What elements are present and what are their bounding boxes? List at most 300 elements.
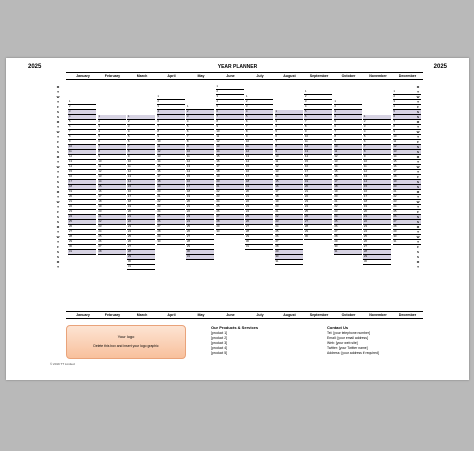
day-number: 1 <box>69 100 71 103</box>
day-number: 11 <box>98 165 102 168</box>
weekday-letter: M <box>56 225 60 229</box>
day-number: 24 <box>98 230 102 233</box>
products-heading: Our Products & Services <box>211 325 259 330</box>
day-number: 7 <box>393 120 395 123</box>
month-name: November <box>369 313 387 317</box>
day-number: 18 <box>216 170 220 173</box>
contact-item: Email: [your email address] <box>327 336 368 340</box>
day-number: 15 <box>334 170 338 173</box>
day-number: 5 <box>246 115 248 118</box>
day-number: 5 <box>157 115 159 118</box>
day-number: 1 <box>98 115 100 118</box>
month-name: April <box>167 74 176 78</box>
product-item: [product 4] <box>211 346 228 350</box>
day-number: 5 <box>98 135 100 138</box>
weekday-letter: W <box>56 95 60 99</box>
day-number: 7 <box>305 120 307 123</box>
day-number: 12 <box>246 150 249 153</box>
day-number: 12 <box>69 155 72 158</box>
day-number: 21 <box>128 215 131 218</box>
day-number: 6 <box>128 140 130 143</box>
day-number: 1 <box>246 95 248 98</box>
day-number: 26 <box>69 225 72 228</box>
day-number: 19 <box>334 190 338 193</box>
day-number: 10 <box>69 145 72 148</box>
weekday-letter: T <box>57 170 59 174</box>
day-number: 18 <box>393 175 397 178</box>
weekday-letter: S <box>416 115 419 119</box>
day-number: 12 <box>128 170 131 173</box>
day-number: 10 <box>216 130 220 133</box>
weekday-letter: T <box>57 160 59 164</box>
day-number: 8 <box>275 145 277 148</box>
day-number: 17 <box>157 175 161 178</box>
weekday-letter: T <box>417 240 419 244</box>
day-number: 25 <box>364 235 367 238</box>
day-number: 11 <box>275 160 279 163</box>
day-number: 3 <box>187 115 189 118</box>
logo-text: Your logo <box>117 334 135 339</box>
day-number: 7 <box>275 140 277 143</box>
day-number: 21 <box>275 210 279 213</box>
month-name: August <box>283 313 296 317</box>
day-number: 6 <box>275 135 277 138</box>
day-number: 6 <box>334 125 336 128</box>
day-number: 22 <box>187 210 190 213</box>
day-number: 7 <box>157 125 159 128</box>
day-number: 15 <box>157 165 161 168</box>
day-number: 16 <box>157 170 161 173</box>
day-number: 20 <box>364 210 367 213</box>
weekday-letter: M <box>416 190 420 194</box>
weekday-letter: T <box>57 205 59 209</box>
day-number: 2 <box>98 120 100 123</box>
day-number: 26 <box>393 215 397 218</box>
day-number: 26 <box>128 240 131 243</box>
day-number: 14 <box>128 180 131 183</box>
day-number: 15 <box>364 185 367 188</box>
day-number: 23 <box>216 195 220 198</box>
weekday-letter: M <box>56 155 60 159</box>
day-number: 9 <box>98 155 100 158</box>
day-number: 9 <box>393 130 395 133</box>
month-name: August <box>283 74 296 78</box>
day-number: 10 <box>187 150 190 153</box>
day-number: 23 <box>69 210 72 213</box>
day-number: 19 <box>246 185 249 188</box>
day-cell[interactable] <box>363 260 391 265</box>
day-number: 2 <box>364 120 366 123</box>
weekday-letter: S <box>416 180 419 184</box>
day-number: 27 <box>157 225 161 228</box>
month-name: February <box>104 313 121 317</box>
day-cell[interactable] <box>127 265 155 270</box>
day-number: 24 <box>128 230 131 233</box>
weekday-letter: S <box>416 150 419 154</box>
month-name: September <box>309 313 329 317</box>
day-number: 26 <box>98 240 102 243</box>
day-cell[interactable] <box>186 255 214 260</box>
weekday-letter: W <box>56 130 60 134</box>
day-cell[interactable] <box>334 250 362 255</box>
day-number: 4 <box>157 110 159 113</box>
weekday-letter: T <box>417 195 419 199</box>
day-number: 22 <box>128 220 131 223</box>
day-number: 14 <box>98 180 102 183</box>
day-number: 7 <box>98 145 100 148</box>
weekday-letter: T <box>417 205 419 209</box>
day-number: 18 <box>69 185 72 188</box>
day-number: 14 <box>187 170 190 173</box>
month-name: September <box>309 74 329 78</box>
weekday-letter: F <box>57 245 59 249</box>
day-number: 5 <box>275 130 277 133</box>
day-number: 18 <box>275 195 279 198</box>
day-number: 17 <box>275 190 279 193</box>
month-name: July <box>256 313 264 317</box>
day-number: 21 <box>393 190 397 193</box>
day-number: 8 <box>157 130 159 133</box>
day-number: 11 <box>246 145 249 148</box>
day-number: 9 <box>275 150 277 153</box>
contact-item: Tel: [your telephone number] <box>327 331 370 335</box>
day-number: 7 <box>334 130 336 133</box>
copyright: © 2019 TT Limited <box>50 362 75 366</box>
weekday-letter: S <box>56 215 59 219</box>
day-number: 18 <box>305 175 308 178</box>
day-number: 13 <box>305 150 308 153</box>
day-number: 8 <box>246 130 248 133</box>
day-number: 18 <box>98 200 102 203</box>
day-number: 2 <box>246 100 248 103</box>
weekday-letter: W <box>416 165 420 169</box>
weekday-letter: F <box>57 210 59 214</box>
day-number: 3 <box>334 110 336 113</box>
day-number: 28 <box>187 240 190 243</box>
day-number: 7 <box>216 115 218 118</box>
day-number: 10 <box>157 140 161 143</box>
day-number: 21 <box>69 200 72 203</box>
day-number: 17 <box>128 195 131 198</box>
weekday-letter: M <box>416 225 420 229</box>
day-number: 8 <box>393 125 395 128</box>
day-number: 2 <box>216 90 218 93</box>
day-number: 6 <box>98 140 100 143</box>
weekday-letter: S <box>416 255 419 259</box>
day-number: 13 <box>157 155 161 158</box>
day-number: 27 <box>275 240 279 243</box>
day-number: 23 <box>128 225 131 228</box>
day-number: 15 <box>393 160 397 163</box>
day-number: 24 <box>393 205 397 208</box>
day-number: 28 <box>246 230 249 233</box>
day-number: 2 <box>69 105 71 108</box>
day-number: 13 <box>334 160 338 163</box>
day-number: 21 <box>216 185 220 188</box>
day-number: 21 <box>157 195 161 198</box>
day-number: 31 <box>69 250 72 253</box>
weekday-letter: M <box>416 85 420 89</box>
day-number: 7 <box>187 135 189 138</box>
day-number: 1 <box>275 110 277 113</box>
day-number: 22 <box>334 205 338 208</box>
day-number: 28 <box>275 245 279 248</box>
weekday-letter: T <box>57 240 59 244</box>
product-item: [product 1] <box>211 331 228 335</box>
day-number: 24 <box>246 210 249 213</box>
day-number: 31 <box>187 255 190 258</box>
day-number: 15 <box>187 175 190 178</box>
day-cell[interactable] <box>68 250 96 255</box>
day-number: 9 <box>364 155 366 158</box>
day-number: 1 <box>187 105 189 108</box>
weekday-letter: W <box>56 200 60 204</box>
day-number: 12 <box>364 170 367 173</box>
day-number: 5 <box>216 105 218 108</box>
weekday-letter: T <box>417 265 419 269</box>
day-number: 1 <box>393 90 395 93</box>
day-number: 29 <box>364 255 367 258</box>
product-item: [product 5] <box>211 351 228 355</box>
day-number: 27 <box>393 220 397 223</box>
day-number: 21 <box>246 195 249 198</box>
day-number: 25 <box>98 235 102 238</box>
day-number: 24 <box>305 205 308 208</box>
weekday-letter: M <box>56 120 60 124</box>
day-number: 30 <box>275 255 279 258</box>
day-number: 26 <box>305 215 308 218</box>
day-number: 12 <box>98 170 102 173</box>
product-item: [product 3] <box>211 341 228 345</box>
day-cell[interactable] <box>157 240 185 245</box>
day-number: 25 <box>305 210 308 213</box>
day-number: 16 <box>216 160 220 163</box>
day-number: 16 <box>98 190 102 193</box>
weekday-letter: F <box>57 140 59 144</box>
day-number: 29 <box>69 240 72 243</box>
weekday-letter: T <box>417 170 419 174</box>
day-number: 29 <box>157 235 161 238</box>
day-number: 13 <box>364 175 367 178</box>
day-number: 23 <box>187 215 190 218</box>
day-number: 17 <box>98 195 102 198</box>
day-number: 19 <box>187 195 190 198</box>
weekday-letter: W <box>416 200 420 204</box>
month-name: May <box>197 74 205 78</box>
day-number: 20 <box>334 195 338 198</box>
day-number: 12 <box>393 145 397 148</box>
day-number: 5 <box>393 110 395 113</box>
day-number: 2 <box>334 105 336 108</box>
day-number: 1 <box>305 90 307 93</box>
day-number: 13 <box>187 165 190 168</box>
day-number: 9 <box>128 155 130 158</box>
month-name: July <box>256 74 264 78</box>
day-number: 6 <box>157 120 159 123</box>
weekday-letter: S <box>416 145 419 149</box>
day-number: 27 <box>128 245 131 248</box>
day-number: 4 <box>305 105 307 108</box>
month-name: June <box>226 313 235 317</box>
day-number: 14 <box>305 155 308 158</box>
day-number: 25 <box>246 215 249 218</box>
day-number: 18 <box>157 180 161 183</box>
day-number: 31 <box>128 265 131 268</box>
day-cell[interactable] <box>216 230 244 235</box>
day-number: 23 <box>98 225 102 228</box>
day-number: 8 <box>334 135 336 138</box>
day-number: 3 <box>364 125 366 128</box>
month-name: March <box>136 74 148 78</box>
weekday-letter: T <box>57 135 59 139</box>
day-number: 20 <box>275 205 279 208</box>
day-number: 11 <box>187 155 190 158</box>
logo-instructions: Delete this box and insert your logo graphic <box>93 344 159 348</box>
day-number: 11 <box>305 140 308 143</box>
weekday-letter: T <box>57 230 59 234</box>
day-number: 10 <box>275 155 279 158</box>
day-number: 30 <box>128 260 131 263</box>
day-number: 14 <box>157 160 161 163</box>
month-name: December <box>398 74 417 78</box>
day-number: 25 <box>128 235 131 238</box>
day-number: 28 <box>334 235 338 238</box>
month-header-top <box>66 72 423 80</box>
day-number: 25 <box>187 225 190 228</box>
day-number: 16 <box>275 185 279 188</box>
day-number: 5 <box>187 125 189 128</box>
day-number: 10 <box>364 160 367 163</box>
day-number: 24 <box>334 215 338 218</box>
day-number: 25 <box>216 205 220 208</box>
day-number: 23 <box>275 220 279 223</box>
day-number: 7 <box>246 125 248 128</box>
day-number: 8 <box>98 150 100 153</box>
day-number: 5 <box>128 135 130 138</box>
day-number: 4 <box>246 110 248 113</box>
day-number: 5 <box>305 110 307 113</box>
day-number: 16 <box>334 175 338 178</box>
day-number: 15 <box>128 185 131 188</box>
day-number: 25 <box>275 230 279 233</box>
day-number: 24 <box>275 225 279 228</box>
weekday-letter: M <box>416 260 420 264</box>
weekday-letter: S <box>56 185 59 189</box>
weekday-letter: W <box>56 165 60 169</box>
day-number: 20 <box>216 180 220 183</box>
day-number: 11 <box>393 140 397 143</box>
day-number: 25 <box>334 220 338 223</box>
month-name: March <box>136 313 148 317</box>
weekday-letter: S <box>56 220 59 224</box>
weekday-letter: T <box>417 90 419 94</box>
month-name: January <box>76 74 90 78</box>
day-cell[interactable] <box>245 245 273 250</box>
day-number: 20 <box>128 210 131 213</box>
day-number: 15 <box>275 180 279 183</box>
weekday-letter: T <box>417 230 419 234</box>
year-right: 2025 <box>433 64 447 70</box>
weekday-letter: S <box>56 110 59 114</box>
day-number: 26 <box>246 220 249 223</box>
day-number: 30 <box>334 245 338 248</box>
day-number: 19 <box>275 200 279 203</box>
weekday-letter: M <box>416 155 420 159</box>
day-number: 3 <box>98 125 100 128</box>
day-number: 24 <box>187 220 190 223</box>
day-number: 9 <box>187 145 189 148</box>
day-number: 5 <box>334 120 336 123</box>
day-number: 26 <box>216 210 220 213</box>
day-number: 31 <box>334 250 338 253</box>
day-number: 6 <box>187 130 189 133</box>
weekday-letter: T <box>57 100 59 104</box>
products-list <box>211 331 227 356</box>
day-number: 19 <box>98 205 102 208</box>
weekday-letter: F <box>417 210 419 214</box>
day-number: 3 <box>305 100 307 103</box>
logo-placeholder[interactable] <box>66 325 186 359</box>
month-name: February <box>104 74 121 78</box>
day-number: 22 <box>69 205 72 208</box>
day-number: 17 <box>246 175 249 178</box>
day-number: 21 <box>334 200 338 203</box>
day-number: 30 <box>187 250 190 253</box>
weekday-letter: M <box>56 85 60 89</box>
day-number: 3 <box>69 110 71 113</box>
page-title: YEAR PLANNER <box>217 64 258 70</box>
day-number: 16 <box>364 190 367 193</box>
day-number: 9 <box>157 135 159 138</box>
day-number: 12 <box>305 145 308 148</box>
weekday-letter: T <box>417 125 419 129</box>
day-number: 1 <box>364 115 366 118</box>
day-number: 14 <box>364 180 367 183</box>
day-number: 20 <box>246 190 249 193</box>
day-number: 31 <box>393 240 397 243</box>
day-number: 1 <box>334 100 336 103</box>
day-number: 14 <box>216 150 220 153</box>
day-number: 6 <box>305 115 307 118</box>
day-number: 13 <box>128 175 131 178</box>
day-number: 12 <box>334 155 338 158</box>
day-number: 20 <box>393 185 397 188</box>
day-number: 30 <box>69 245 72 248</box>
day-number: 27 <box>216 215 220 218</box>
month-name: November <box>369 74 387 78</box>
day-number: 6 <box>364 140 366 143</box>
day-number: 30 <box>393 235 397 238</box>
month-name: October <box>341 313 356 317</box>
day-number: 2 <box>275 115 277 118</box>
day-number: 10 <box>128 160 131 163</box>
day-number: 3 <box>275 120 277 123</box>
weekday-letter: S <box>56 145 59 149</box>
day-number: 30 <box>216 230 220 233</box>
weekday-letter: T <box>57 265 59 269</box>
weekday-letter: S <box>416 185 419 189</box>
day-number: 6 <box>216 110 218 113</box>
weekday-letter: S <box>56 180 59 184</box>
day-cell[interactable] <box>275 260 303 265</box>
day-number: 25 <box>69 220 72 223</box>
day-number: 22 <box>98 220 102 223</box>
weekday-letter: S <box>416 110 419 114</box>
weekday-letter: S <box>56 150 59 154</box>
day-cell[interactable] <box>304 235 332 240</box>
day-number: 6 <box>246 120 248 123</box>
day-cell[interactable] <box>98 250 126 255</box>
